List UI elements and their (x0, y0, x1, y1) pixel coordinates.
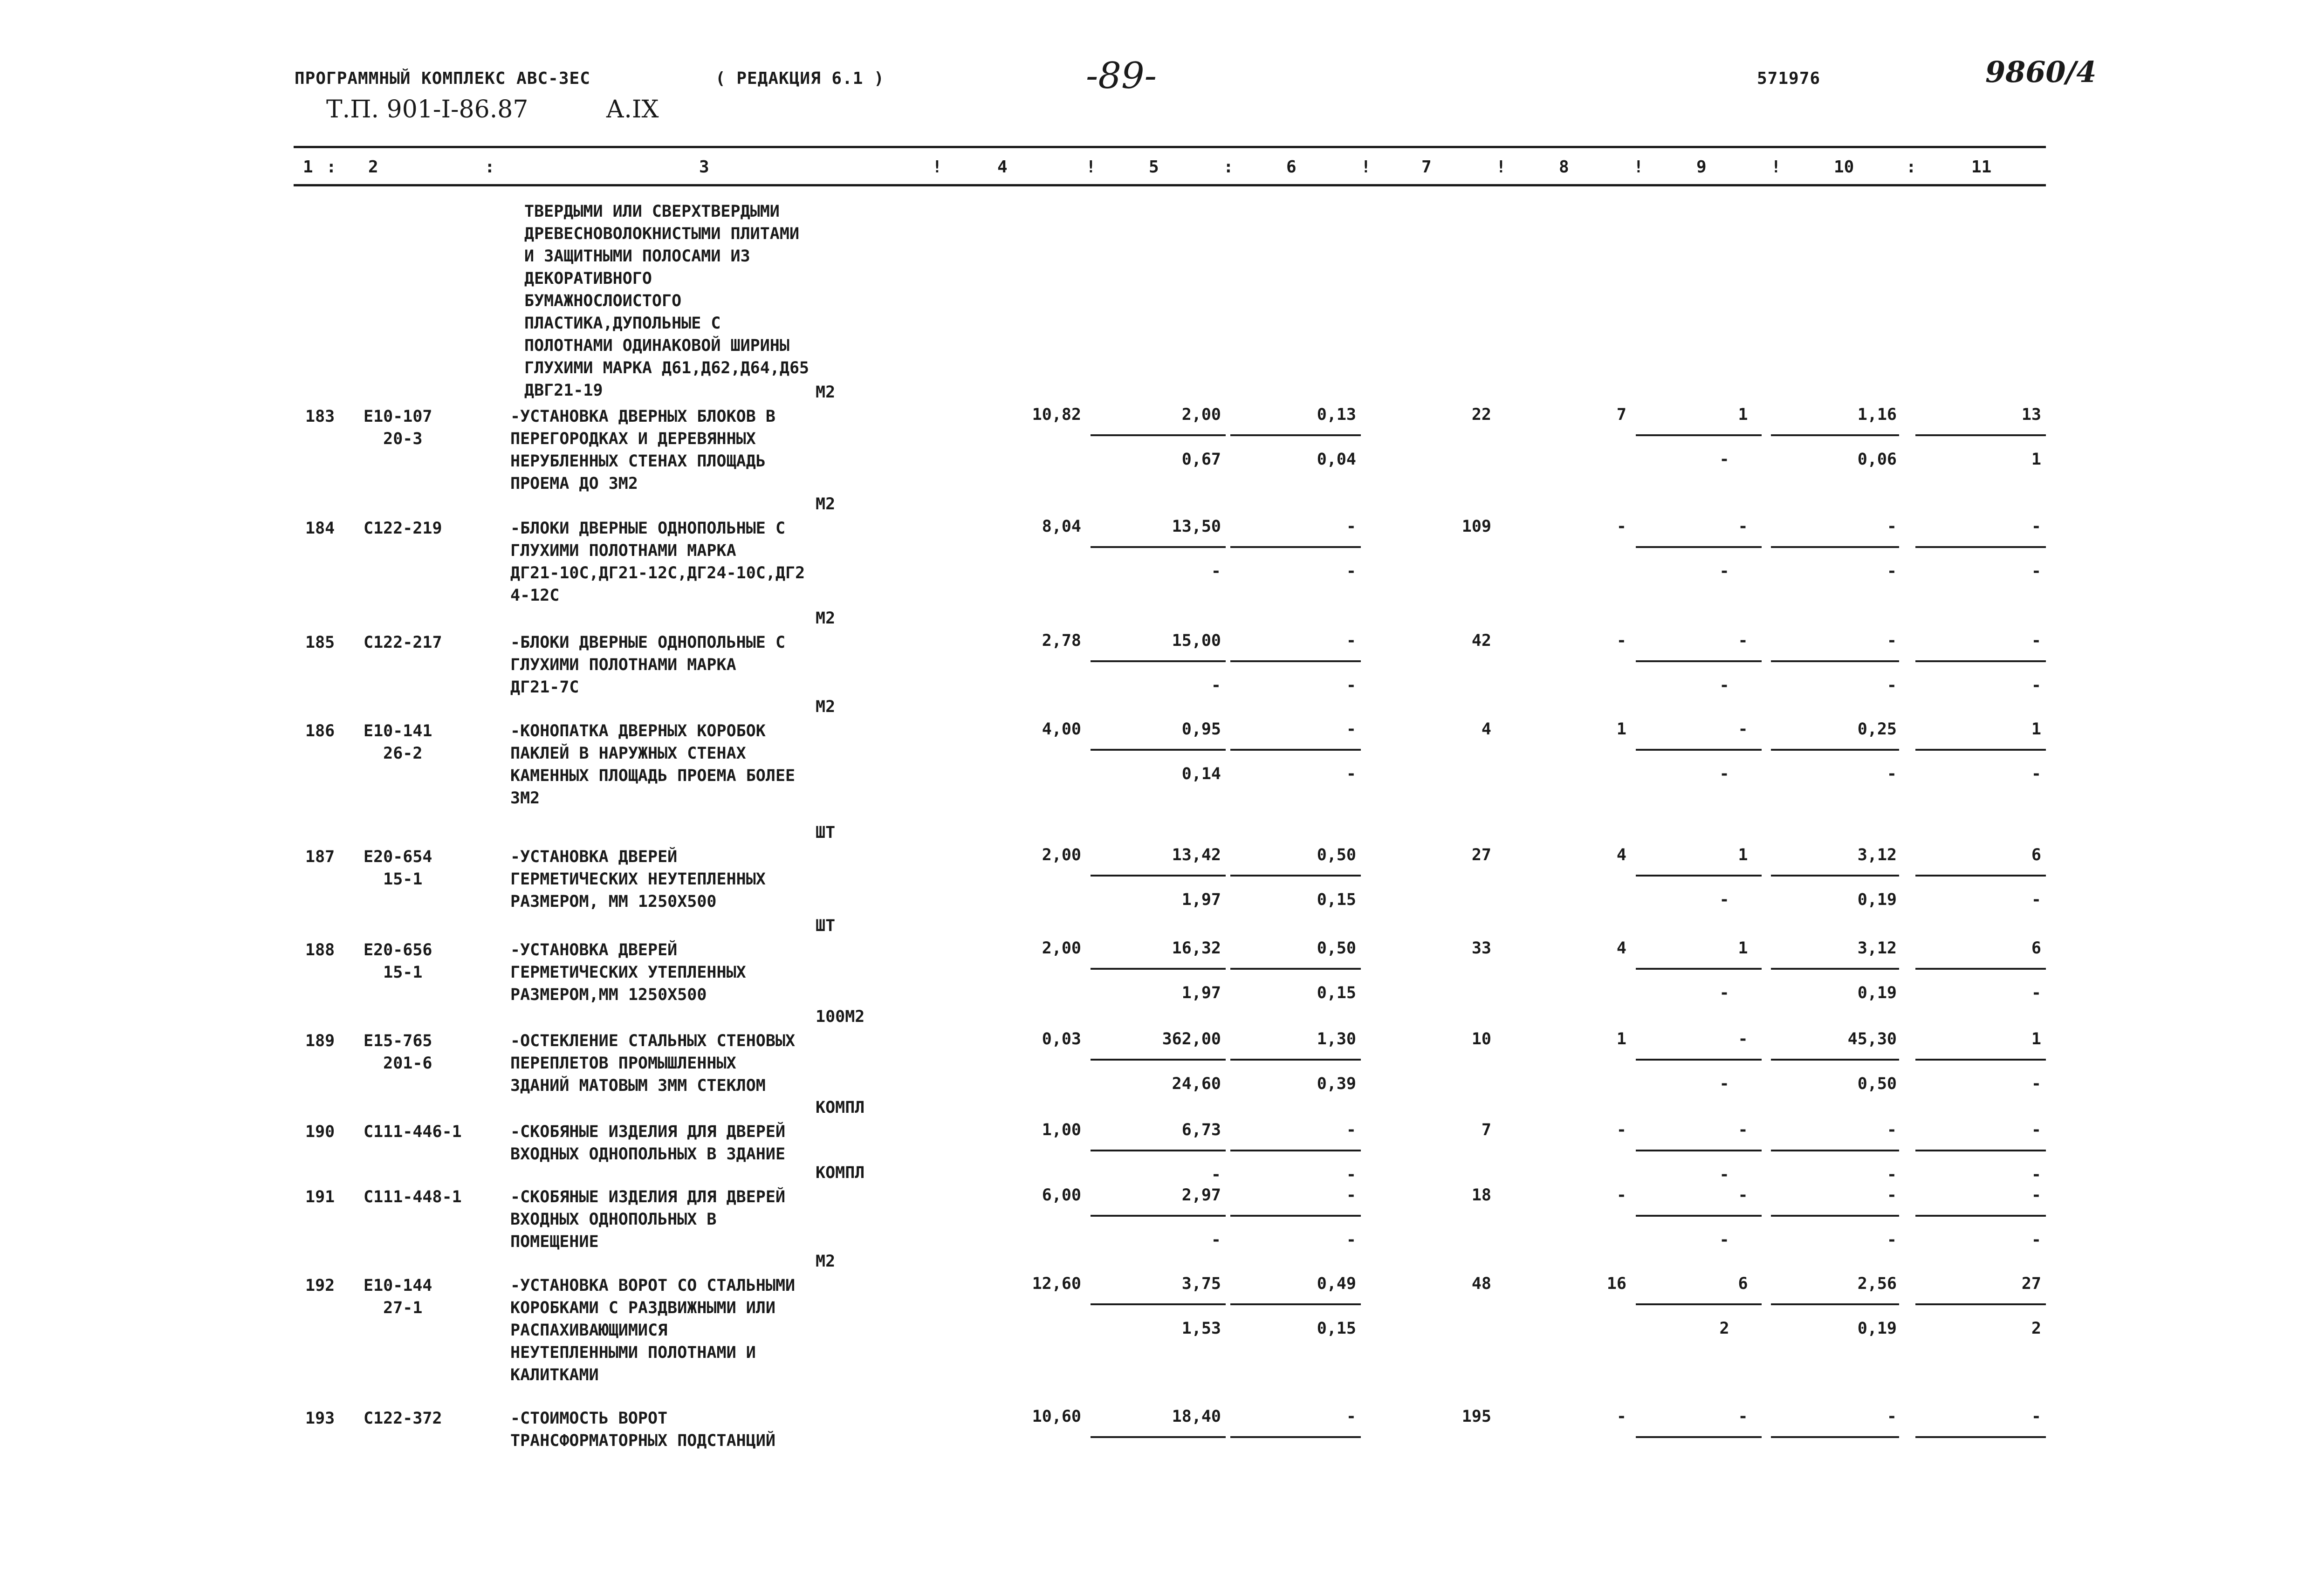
work-description: -СКОБЯНЫЕ ИЗДЕЛИЯ ДЛЯ ДВЕРЕЙ ВХОДНЫХ ОДНОПОЛЬНЫХ В ЗДАНИЕ (510, 1123, 786, 1164)
fraction-line (1636, 1059, 1762, 1061)
machine-cost-value: - (1346, 720, 1356, 739)
machine-cost-sub: - (1346, 765, 1356, 783)
unit-cost-sub: 1,97 (1181, 890, 1221, 909)
machine-cost-value: 0,50 (1317, 939, 1356, 958)
unit-cost-value: 18,40 (1172, 1407, 1221, 1426)
col11-sub: - (2031, 1075, 2041, 1093)
unit-cost-sub: - (1211, 1165, 1221, 1184)
fraction-line (1091, 1150, 1226, 1151)
machine-cost-sub: 0,04 (1317, 450, 1356, 469)
fraction-line (1091, 968, 1226, 970)
fraction-line (1771, 1303, 1899, 1305)
col9-sub: - (1719, 562, 1729, 581)
col9-sub: - (1719, 676, 1729, 695)
col10-sub: - (1887, 562, 1897, 581)
total-cost-value: 22 (1471, 405, 1491, 424)
total-cost-value: 7 (1481, 1121, 1491, 1139)
unit-cost-value: 3,75 (1181, 1274, 1221, 1293)
col9-value: - (1738, 1121, 1748, 1139)
fraction-line (1091, 1215, 1226, 1217)
fraction-line (1915, 434, 2046, 436)
unit-label: М2 (816, 1252, 836, 1271)
column-header-4: 4 (997, 158, 1008, 177)
col9-value: 1 (1738, 939, 1748, 958)
wage-value: - (1616, 1407, 1626, 1426)
work-description: -СКОБЯНЫЕ ИЗДЕЛИЯ ДЛЯ ДВЕРЕЙ ВХОДНЫХ ОДНОПОЛЬНЫХ В ПОМЕЩЕНИЕ (510, 1188, 786, 1251)
unit-cost-value: 2,00 (1181, 405, 1221, 424)
unit-label: ШТ (816, 917, 836, 935)
col9-value: 6 (1738, 1274, 1748, 1293)
row-number: 186 (305, 722, 335, 740)
fraction-line (1915, 1215, 2046, 1217)
col11-value: - (2031, 1186, 2041, 1205)
row-number: 190 (305, 1123, 335, 1141)
quantity-value: 2,00 (1042, 939, 1081, 958)
fraction-line (1636, 875, 1762, 877)
unit-cost-sub: 0,67 (1181, 450, 1221, 469)
norm-code: Е10-107 20-3 (364, 407, 432, 448)
total-cost-value: 10 (1471, 1030, 1491, 1048)
unit-cost-sub: - (1211, 676, 1221, 695)
col10-sub: - (1887, 676, 1897, 695)
project-code: Т.П. 901-I-86.87 (326, 96, 528, 123)
norm-code: С111-446-1 (364, 1123, 462, 1141)
quantity-value: 1,00 (1042, 1121, 1081, 1139)
norm-code: Е10-141 26-2 (364, 722, 432, 763)
column-header-11: 11 (1971, 158, 1992, 177)
wage-value: 4 (1616, 939, 1626, 958)
fraction-line (1771, 749, 1899, 751)
quantity-value: 8,04 (1042, 517, 1081, 536)
fraction-line (1091, 1059, 1226, 1061)
col10-sub: 0,19 (1857, 1319, 1897, 1338)
col9-sub: - (1719, 1075, 1729, 1093)
fraction-line (1636, 660, 1762, 662)
col9-sub: - (1719, 984, 1729, 1002)
col10-value: - (1887, 631, 1897, 650)
col11-sub: - (2031, 562, 2041, 581)
fraction-line (1636, 1215, 1762, 1217)
col11-sub: 1 (2031, 450, 2041, 469)
fraction-line (1915, 546, 2046, 548)
row-number: 184 (305, 519, 335, 538)
unit-cost-value: 16,32 (1172, 939, 1221, 958)
unit-label: КОМПЛ (816, 1098, 865, 1117)
col10-value: 1,16 (1857, 405, 1897, 424)
col9-value: - (1738, 1186, 1748, 1205)
col11-value: 6 (2031, 939, 2041, 958)
fraction-line (1915, 660, 2046, 662)
fraction-line (1230, 749, 1361, 751)
col10-value: 2,56 (1857, 1274, 1897, 1293)
quantity-value: 10,82 (1032, 405, 1081, 424)
program-title: ПРОГРАММНЫЙ КОМПЛЕКС АВС-ЗЕС (295, 69, 590, 88)
fraction-line (1636, 1150, 1762, 1151)
col9-value: - (1738, 1407, 1748, 1426)
col10-sub: - (1887, 1165, 1897, 1184)
row-number: 183 (305, 407, 335, 426)
unit-label: 100М2 (816, 1007, 865, 1026)
fraction-line (1771, 1215, 1899, 1217)
fraction-line (1915, 1059, 2046, 1061)
machine-cost-sub: 0,39 (1317, 1075, 1356, 1093)
total-cost-value: 48 (1471, 1274, 1491, 1293)
quantity-value: 2,00 (1042, 846, 1081, 864)
col9-value: 1 (1738, 405, 1748, 424)
wage-value: 1 (1616, 1030, 1626, 1048)
fraction-line (1915, 968, 2046, 970)
machine-cost-value: - (1346, 517, 1356, 536)
machine-cost-sub: 0,15 (1317, 1319, 1356, 1338)
edition-label: ( РЕДАКЦИЯ 6.1 ) (715, 69, 885, 88)
row-number: 192 (305, 1276, 335, 1295)
machine-cost-value: 0,49 (1317, 1274, 1356, 1293)
machine-cost-value: - (1346, 1121, 1356, 1139)
work-description: -УСТАНОВКА ДВЕРЕЙ ГЕРМЕТИЧЕСКИХ УТЕПЛЕННЫХ РАЗМЕРОМ,ММ 1250Х500 (510, 941, 746, 1004)
machine-cost-sub: - (1346, 1231, 1356, 1249)
norm-code: Е20-654 15-1 (364, 848, 432, 889)
unit-label: ШТ (816, 823, 836, 842)
norm-code: С122-372 (364, 1409, 442, 1428)
fraction-line (1091, 434, 1226, 436)
unit-cost-value: 0,95 (1181, 720, 1221, 739)
col9-value: - (1738, 517, 1748, 536)
total-cost-value: 109 (1461, 517, 1491, 536)
col10-value: - (1887, 1186, 1897, 1205)
norm-code: С111-448-1 (364, 1188, 462, 1206)
col11-value: 6 (2031, 846, 2041, 864)
column-header-10: 10 (1834, 158, 1854, 177)
col11-sub: - (2031, 984, 2041, 1002)
archive-stamp: 9860/4 (1985, 55, 2097, 89)
norm-code: Е20-656 15-1 (364, 941, 432, 982)
fraction-line (1771, 1059, 1899, 1061)
total-cost-value: 4 (1481, 720, 1491, 739)
machine-cost-value: 0,50 (1317, 846, 1356, 864)
wage-value: 1 (1616, 720, 1626, 739)
unit-cost-value: 2,97 (1181, 1186, 1221, 1205)
unit-cost-value: 6,73 (1181, 1121, 1221, 1139)
fraction-line (1915, 749, 2046, 751)
work-description: -УСТАНОВКА ДВЕРНЫХ БЛОКОВ В ПЕРЕГОРОДКАХ И ДЕРЕВЯННЫХ НЕРУБЛЕННЫХ СТЕНАХ ПЛОЩАДЬ ПРОЕМА ДО 3М2 (510, 407, 775, 493)
fraction-line (1636, 434, 1762, 436)
fraction-line (1915, 875, 2046, 877)
unit-cost-sub: 24,60 (1172, 1075, 1221, 1093)
column-header-3: 3 (699, 158, 709, 177)
wage-value: - (1616, 517, 1626, 536)
unit-cost-value: 362,00 (1162, 1030, 1221, 1048)
unit-label: М2 (816, 495, 836, 514)
fraction-line (1230, 1150, 1361, 1151)
fraction-line (1771, 968, 1899, 970)
col11-value: - (2031, 1407, 2041, 1426)
header-bottom-rule (294, 184, 2046, 186)
machine-cost-sub: - (1346, 1165, 1356, 1184)
column-header-6: 6 (1286, 158, 1297, 177)
machine-cost-value: - (1346, 1186, 1356, 1205)
unit-cost-sub: 0,14 (1181, 765, 1221, 783)
norm-code: Е10-144 27-1 (364, 1276, 432, 1317)
col10-sub: - (1887, 765, 1897, 783)
machine-cost-sub: - (1346, 676, 1356, 695)
fraction-line (1091, 1303, 1226, 1305)
fraction-line (1230, 660, 1361, 662)
row-number: 187 (305, 848, 335, 866)
unit-cost-sub: - (1211, 1231, 1221, 1249)
unit-label: КОМПЛ (816, 1164, 865, 1182)
total-cost-value: 42 (1471, 631, 1491, 650)
fraction-line (1771, 1436, 1899, 1438)
wage-value: 4 (1616, 846, 1626, 864)
unit-label: М2 (816, 609, 836, 628)
unit-cost-sub: 1,97 (1181, 984, 1221, 1002)
quantity-value: 4,00 (1042, 720, 1081, 739)
work-description: -СТОИМОСТЬ ВОРОТ ТРАНСФОРМАТОРНЫХ ПОДСТАНЦИЙ (510, 1409, 775, 1450)
machine-cost-sub: 0,15 (1317, 984, 1356, 1002)
quantity-value: 0,03 (1042, 1030, 1081, 1048)
machine-cost-value: - (1346, 631, 1356, 650)
fraction-line (1915, 1150, 2046, 1151)
fraction-line (1091, 1436, 1226, 1438)
work-description: -БЛОКИ ДВЕРНЫЕ ОДНОПОЛЬНЫЕ С ГЛУХИМИ ПОЛОТНАМИ МАРКА ДГ21-7С (510, 633, 786, 697)
col11-sub: - (2031, 1165, 2041, 1184)
fraction-line (1091, 749, 1226, 751)
col11-sub: - (2031, 765, 2041, 783)
row-number: 185 (305, 633, 335, 652)
quantity-value: 6,00 (1042, 1186, 1081, 1205)
col10-value: 3,12 (1857, 939, 1897, 958)
col11-value: 1 (2031, 1030, 2041, 1048)
col11-value: 1 (2031, 720, 2041, 739)
column-header-2: 2 (368, 158, 378, 177)
column-header-7: 7 (1421, 158, 1432, 177)
col9-value: 1 (1738, 846, 1748, 864)
col10-value: 45,30 (1847, 1030, 1897, 1048)
fraction-line (1230, 1215, 1361, 1217)
col11-sub: - (2031, 1231, 2041, 1249)
unit-cost-sub: 1,53 (1181, 1319, 1221, 1338)
col11-value: - (2031, 1121, 2041, 1139)
album-label: А.IX (606, 96, 659, 123)
col10-value: - (1887, 1407, 1897, 1426)
fraction-line (1636, 546, 1762, 548)
wage-value: - (1616, 631, 1626, 650)
fraction-line (1636, 1303, 1762, 1305)
column-header-9: 9 (1696, 158, 1707, 177)
col10-sub: 0,19 (1857, 890, 1897, 909)
work-description: -УСТАНОВКА ВОРОТ СО СТАЛЬНЫМИ КОРОБКАМИ С РАЗДВИЖНЫМИ ИЛИ РАСПАХИВАЮЩИМИСЯ НЕУТЕПЛЕННЫМИ ПОЛОТНАМИ И КАЛИТКАМИ (510, 1276, 796, 1384)
row-number: 193 (305, 1409, 335, 1428)
unit-cost-value: 13,50 (1172, 517, 1221, 536)
row-number: 188 (305, 941, 335, 959)
col9-value: - (1738, 631, 1748, 650)
fraction-line (1771, 660, 1899, 662)
wage-value: - (1616, 1121, 1626, 1139)
total-cost-value: 18 (1471, 1186, 1491, 1205)
col9-sub: - (1719, 765, 1729, 783)
col11-sub: - (2031, 676, 2041, 695)
document-code: 571976 (1757, 69, 1821, 88)
col10-value: 0,25 (1857, 720, 1897, 739)
col11-value: 27 (2021, 1274, 2041, 1293)
norm-code: С122-219 (364, 519, 442, 538)
fraction-line (1915, 1303, 2046, 1305)
quantity-value: 10,60 (1032, 1407, 1081, 1426)
quantity-value: 12,60 (1032, 1274, 1081, 1293)
wage-value: - (1616, 1186, 1626, 1205)
wage-value: 16 (1606, 1274, 1626, 1293)
col9-sub: - (1719, 1231, 1729, 1249)
machine-cost-value: 1,30 (1317, 1030, 1356, 1048)
fraction-line (1771, 875, 1899, 877)
fraction-line (1636, 968, 1762, 970)
unit-label: М2 (816, 698, 836, 716)
col10-sub: 0,06 (1857, 450, 1897, 469)
fraction-line (1915, 1436, 2046, 1438)
fraction-line (1230, 1303, 1361, 1305)
col9-value: - (1738, 720, 1748, 739)
col10-value: 3,12 (1857, 846, 1897, 864)
col11-value: 13 (2021, 405, 2041, 424)
fraction-line (1091, 546, 1226, 548)
quantity-value: 2,78 (1042, 631, 1081, 650)
fraction-line (1230, 875, 1361, 877)
col11-sub: 2 (2031, 1319, 2041, 1338)
norm-code: Е15-765 201-6 (364, 1032, 432, 1073)
fraction-line (1230, 546, 1361, 548)
column-header-8: 8 (1559, 158, 1569, 177)
machine-cost-value: 0,13 (1317, 405, 1356, 424)
machine-cost-sub: 0,15 (1317, 890, 1356, 909)
fraction-line (1771, 546, 1899, 548)
machine-cost-sub: - (1346, 562, 1356, 581)
continued-description: ТВЕРДЫМИ ИЛИ СВЕРХТВЕРДЫМИ ДРЕВЕСНОВОЛОКНИСТЫМИ ПЛИТАМИ И ЗАЩИТНЫМИ ПОЛОСАМИ ИЗ ДЕКОРАТИВНОГО БУМАЖНОСЛОИСТОГО ПЛАСТИКА,ДУПОЛЬНЫЕ С ПОЛОТНАМИ ОДИНАКОВОЙ ШИРИНЫ ГЛУХИМИ МАРКА Д61,Д62,Д64,Д65 ДВГ21-19 (524, 202, 810, 400)
col10-value: - (1887, 517, 1897, 536)
col11-sub: - (2031, 890, 2041, 909)
col11-value: - (2031, 517, 2041, 536)
page-number: -89- (1086, 55, 1157, 97)
row-number: 191 (305, 1188, 335, 1206)
norm-code: С122-217 (364, 633, 442, 652)
col10-sub: 0,50 (1857, 1075, 1897, 1093)
col10-sub: 0,19 (1857, 984, 1897, 1002)
fraction-line (1091, 875, 1226, 877)
header-top-rule (294, 146, 2046, 148)
machine-cost-value: - (1346, 1407, 1356, 1426)
row-number: 189 (305, 1032, 335, 1050)
col9-sub: 2 (1719, 1319, 1729, 1338)
unit-cost-value: 13,42 (1172, 846, 1221, 864)
col9-sub: - (1719, 1165, 1729, 1184)
col11-value: - (2031, 631, 2041, 650)
col10-value: - (1887, 1121, 1897, 1139)
fraction-line (1230, 968, 1361, 970)
fraction-line (1771, 434, 1899, 436)
total-cost-value: 195 (1461, 1407, 1491, 1426)
unit-label: М2 (816, 383, 836, 402)
work-description: -КОНОПАТКА ДВЕРНЫХ КОРОБОК ПАКЛЕЙ В НАРУЖНЫХ СТЕНАХ КАМЕННЫХ ПЛОЩАДЬ ПРОЕМА БОЛЕЕ 3М2 (510, 722, 796, 808)
column-header-5: 5 (1149, 158, 1159, 177)
fraction-line (1091, 660, 1226, 662)
total-cost-value: 33 (1471, 939, 1491, 958)
fraction-line (1230, 1059, 1361, 1061)
fraction-line (1230, 1436, 1361, 1438)
col9-value: - (1738, 1030, 1748, 1048)
col9-sub: - (1719, 890, 1729, 909)
fraction-line (1636, 1436, 1762, 1438)
wage-value: 7 (1616, 405, 1626, 424)
total-cost-value: 27 (1471, 846, 1491, 864)
unit-cost-value: 15,00 (1172, 631, 1221, 650)
fraction-line (1771, 1150, 1899, 1151)
work-description: -БЛОКИ ДВЕРНЫЕ ОДНОПОЛЬНЫЕ С ГЛУХИМИ ПОЛОТНАМИ МАРКА ДГ21-10С,ДГ21-12С,ДГ24-10С,ДГ2 4-12С (510, 519, 805, 605)
col9-sub: - (1719, 450, 1729, 469)
col10-sub: - (1887, 1231, 1897, 1249)
fraction-line (1636, 749, 1762, 751)
work-description: -УСТАНОВКА ДВЕРЕЙ ГЕРМЕТИЧЕСКИХ НЕУТЕПЛЕННЫХ РАЗМЕРОМ, ММ 1250Х500 (510, 848, 766, 911)
column-header-1: 1 (303, 158, 313, 177)
unit-cost-sub: - (1211, 562, 1221, 581)
fraction-line (1230, 434, 1361, 436)
work-description: -ОСТЕКЛЕНИЕ СТАЛЬНЫХ СТЕНОВЫХ ПЕРЕПЛЕТОВ ПРОМЫШЛЕННЫХ ЗДАНИЙ МАТОВЫМ 3ММ СТЕКЛОМ (510, 1032, 796, 1095)
